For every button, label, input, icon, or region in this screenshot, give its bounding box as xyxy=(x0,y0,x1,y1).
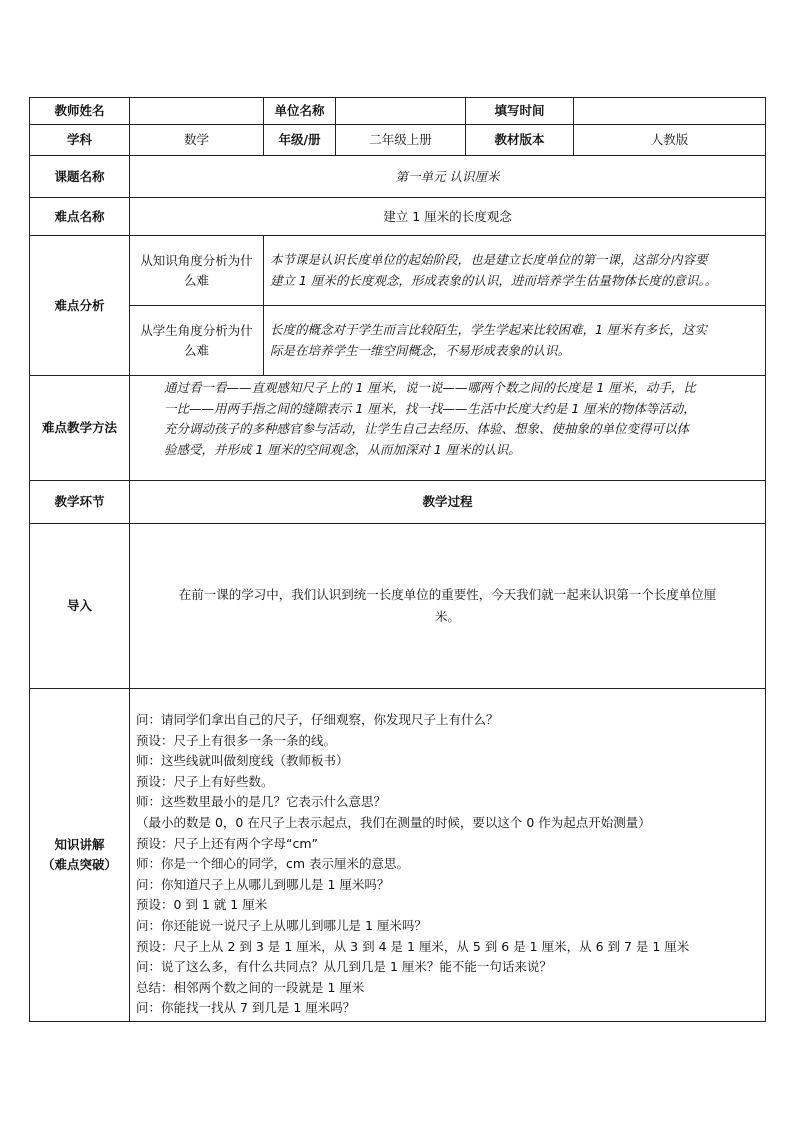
subject-label: 学科 xyxy=(30,125,130,156)
topic-row xyxy=(30,156,766,198)
lecture-text xyxy=(130,689,766,1022)
difficulty-value: 建立 1 厘米的长度观念 xyxy=(130,198,766,236)
lecture-label-line-1: 知识讲解 xyxy=(54,837,105,852)
analysis-row-student xyxy=(30,306,766,376)
topic-label: 课题名称 xyxy=(30,156,130,198)
lecture-line: 预设：尺子上从 2 到 3 是 1 厘米，从 3 到 4 是 1 厘米，从 5 到 6 是 1 厘米，从 6 到 7 是 1 厘米 xyxy=(136,938,690,954)
student-line-1: 长度的概念对于学生而言比较陌生，学生学起来比较困难，1 厘米有多长，这实 xyxy=(270,321,707,337)
method-label: 难点教学方法 xyxy=(30,376,130,481)
lecture-line: 问：你还能说一说尺子上从哪儿到哪儿是 1 厘米吗？ xyxy=(136,918,427,934)
lecture-label xyxy=(30,689,130,1022)
difficulty-label: 难点名称 xyxy=(30,198,130,236)
method-line-2: 一比——用两手指之间的缝隙表示 1 厘米，找一找——生活中长度大约是 1 厘米的物体等活动， xyxy=(164,400,696,416)
process-header: 教学过程 xyxy=(130,481,766,524)
teacher-label: 教师姓名 xyxy=(30,98,130,125)
lecture-line: 预设：尺子上有很多一条一条的线。 xyxy=(136,732,337,748)
method-row xyxy=(30,376,766,481)
knowledge-angle-label: 从知识角度分析为什么难 xyxy=(130,236,264,306)
edition-label: 教材版本 xyxy=(466,125,574,156)
date-value xyxy=(574,98,766,125)
lecture-line: 师：这些数里最小的是几？它表示什么意思？ xyxy=(136,794,387,810)
intro-label: 导入 xyxy=(30,524,130,689)
unit-label: 单位名称 xyxy=(264,98,336,125)
subject-value: 数学 xyxy=(130,125,264,156)
analysis-label: 难点分析 xyxy=(30,236,130,376)
student-angle-text xyxy=(264,306,766,376)
process-header-row xyxy=(30,481,766,524)
topic-value: 第一单元 认识厘米 xyxy=(130,156,766,198)
method-line-3: 充分调动孩子的多种感官参与活动，让学生自己去经历、体验、想象、使抽象的单位变得可以体 xyxy=(164,421,690,437)
student-line-2: 际是在培养学生一维空间概念，不易形成表象的认识。 xyxy=(270,342,571,358)
stage-header: 教学环节 xyxy=(30,481,130,524)
analysis-row-knowledge xyxy=(30,236,766,306)
lecture-line: 预设：0 到 1 就 1 厘米 xyxy=(136,897,268,913)
lecture-row xyxy=(30,689,766,1022)
lecture-line: 预设：尺子上还有两个字母“cm” xyxy=(136,835,319,851)
intro-row xyxy=(30,524,766,689)
knowledge-line-1: 本节课是认识长度单位的起始阶段，也是建立长度单位的第一课，这部分内容要 xyxy=(270,251,708,267)
difficulty-row xyxy=(30,198,766,236)
lecture-line: 问：你能找一找从 7 到几是 1 厘米吗？ xyxy=(136,1000,356,1016)
lecture-line: 问：请同学们拿出自己的尺子，仔细观察，你发现尺子上有什么？ xyxy=(136,712,499,728)
intro-text xyxy=(130,524,766,689)
lecture-line: （最小的数是 0，0 在尺子上表示起点，我们在测量的时候，要以这个 0 作为起点开始测量） xyxy=(136,815,651,831)
edition-value: 人教版 xyxy=(574,125,766,156)
date-label: 填写时间 xyxy=(466,98,574,125)
lesson-plan-table xyxy=(29,97,766,1022)
knowledge-angle-text xyxy=(264,236,766,306)
method-text xyxy=(130,376,766,481)
lecture-line: 问：说了这么多，有什么共同点？从几到几是 1 厘米？能不能一句话来说？ xyxy=(136,959,552,975)
lecture-line: 师：你是一个细心的同学，cm 表示厘米的意思。 xyxy=(136,856,410,872)
knowledge-line-2: 建立 1 厘米的长度观念，形成表象的认识，进而培养学生估量物体长度的意识。。 xyxy=(270,272,718,288)
lecture-line: 预设：尺子上有好些数。 xyxy=(136,773,274,789)
header-row-2 xyxy=(30,125,766,156)
method-line-4: 验感受，并形成 1 厘米的空间观念，从而加深对 1 厘米的认识。 xyxy=(164,441,521,457)
lecture-line: 师：这些线就叫做刻度线（教师板书） xyxy=(136,753,349,769)
lecture-label-line-2: （难点突破） xyxy=(41,857,117,872)
lecture-line: 问：你知道尺子上从哪儿到哪儿是 1 厘米吗？ xyxy=(136,876,390,892)
grade-label: 年级/册 xyxy=(264,125,336,156)
intro-line-2: 米。 xyxy=(434,609,460,624)
unit-value xyxy=(336,98,466,125)
grade-value: 二年级上册 xyxy=(336,125,466,156)
student-angle-label: 从学生角度分析为什么难 xyxy=(130,306,264,376)
header-row-1 xyxy=(30,98,766,125)
method-line-1: 通过看一看——直观感知尺子上的 1 厘米，说一说——哪两个数之间的长度是 1 厘米，动手，比 xyxy=(164,380,696,395)
teacher-value xyxy=(130,98,264,125)
lecture-line: 总结：相邻两个数之间的一段就是 1 厘米 xyxy=(136,979,365,995)
intro-line-1: 在前一课的学习中，我们认识到统一长度单位的重要性，今天我们就一起来认识第一个长度单位厘 xyxy=(178,587,717,602)
